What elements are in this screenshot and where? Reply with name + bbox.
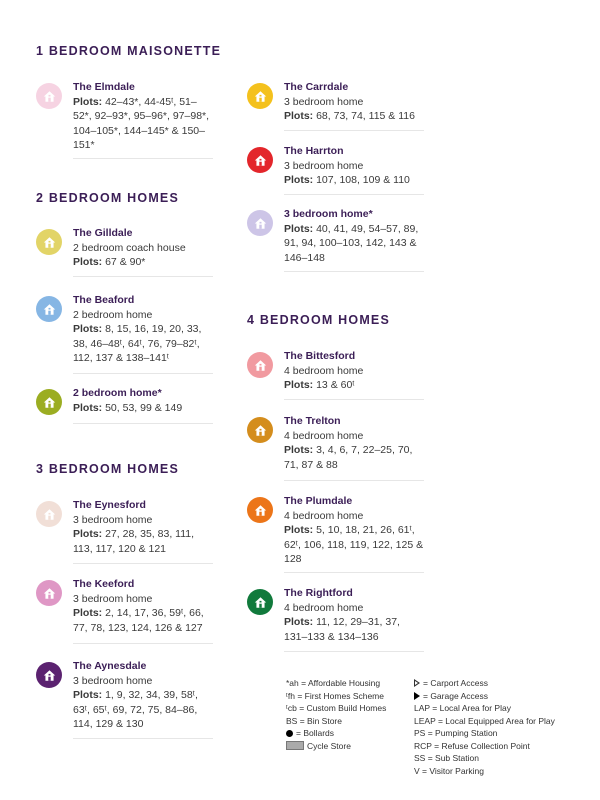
house-icon <box>36 662 62 688</box>
divider <box>73 373 213 374</box>
divider <box>73 563 213 564</box>
home-name: 3 bedroom home* <box>284 208 373 220</box>
legend-leap: LEAP = Local Equipped Area for Play <box>414 715 555 726</box>
home-name: The Bittesford <box>284 350 356 362</box>
divider <box>73 276 213 277</box>
home-plots: Plots: 1, 9, 32, 34, 39, 58ᵗ, 63ᵗ, 65ᵗ, 69, 72, 75, 84–86, 114, 129 & 130 <box>73 689 198 730</box>
home-plots: Plots: 40, 41, 49, 54–57, 89, 91, 94, 100–103, 142, 143 & 146–148 <box>284 222 419 264</box>
home-plots: Plots: 27, 28, 35, 83, 111, 113, 117, 120 & 121 <box>73 528 195 555</box>
home-name: 2 bedroom home* <box>73 387 162 399</box>
house-icon <box>36 83 62 109</box>
divider <box>284 194 424 195</box>
section-heading-1-bedroom: 1 BEDROOM MAISONETTE <box>36 44 222 58</box>
legend-bollards: = Bollards <box>286 727 386 740</box>
divider <box>73 423 213 424</box>
legend-pumping-station: PS = Pumping Station <box>414 728 498 738</box>
legend-first-homes: ᵗfh = First Homes Scheme <box>286 690 384 701</box>
home-description: 3 bedroom home <box>284 159 364 172</box>
section-heading-4-bedroom: 4 BEDROOM HOMES <box>247 313 391 327</box>
home-plots: Plots: 8, 15, 16, 19, 20, 33, 38, 46–48ᵗ, 64ᵗ, 76, 79–82ᵗ, 112, 137 & 138–141ᵗ <box>73 323 202 364</box>
house-icon <box>247 147 273 173</box>
legend-visitor-parking: V = Visitor Parking <box>414 765 485 776</box>
home-plots: Plots: 107, 108, 109 & 110 <box>284 174 410 186</box>
home-plots: Plots: 5, 10, 18, 21, 26, 61ᵗ, 62ᵗ, 106, 118, 119, 122, 125 & 128 <box>284 524 424 565</box>
divider <box>284 651 424 652</box>
house-icon <box>247 589 273 615</box>
home-name: The Carrdale <box>284 81 349 93</box>
divider <box>284 399 424 400</box>
home-description: 4 bedroom home <box>284 429 364 442</box>
home-description: 3 bedroom home <box>73 592 153 605</box>
home-description: 4 bedroom home <box>284 601 364 614</box>
house-icon <box>247 83 273 109</box>
home-plots: Plots: 13 & 60ᵗ <box>284 379 355 391</box>
home-name: The Aynesdale <box>73 660 147 672</box>
legend-bin-store: BS = Bin Store <box>286 715 342 726</box>
home-description: 3 bedroom home <box>73 513 153 526</box>
legend-refuse-collection: RCP = Refuse Collection Point <box>414 740 530 751</box>
home-description: 2 bedroom coach house <box>73 241 186 254</box>
home-name: The Beaford <box>73 294 135 306</box>
house-icon <box>36 580 62 606</box>
legend-carport-access: = Carport Access <box>414 677 555 690</box>
divider <box>284 480 424 481</box>
home-plots: Plots: 11, 12, 29–31, 37, 131–133 & 134–136 <box>284 616 400 643</box>
home-name: The Trelton <box>284 415 341 427</box>
cycle-store-icon <box>286 741 304 750</box>
section-heading-2-bedroom: 2 BEDROOM HOMES <box>36 191 180 205</box>
house-icon <box>36 296 62 322</box>
legend-left <box>286 677 386 752</box>
divider <box>73 643 213 644</box>
home-plots: Plots: 50, 53, 99 & 149 <box>73 401 183 414</box>
house-icon <box>247 352 273 378</box>
legend-lap: LAP = Local Area for Play <box>414 703 511 713</box>
home-plots: Plots: 42–43*, 44-45ᵗ, 51–52*, 92–93*, 95–96*, 97–98*, 104–105*, 144–145* & 150–151* <box>73 95 210 151</box>
home-plots: Plots: 68, 73, 74, 115 & 116 <box>284 110 415 122</box>
home-name: The Elmdale <box>73 81 135 93</box>
garage-access-icon <box>414 692 420 700</box>
legend-right <box>414 677 555 777</box>
divider <box>284 572 424 573</box>
legend-affordable-housing: *ah = Affordable Housing <box>286 678 381 688</box>
divider <box>73 158 213 159</box>
home-name: The Keeford <box>73 578 135 590</box>
legend-garage-access: = Garage Access <box>414 690 555 703</box>
home-name: The Plumdale <box>284 495 353 507</box>
home-name: The Rightford <box>284 587 353 599</box>
house-icon <box>36 229 62 255</box>
home-plots: Plots: 3, 4, 6, 7, 22–25, 70, 71, 87 & 88 <box>284 444 413 471</box>
section-heading-3-bedroom: 3 BEDROOM HOMES <box>36 462 180 476</box>
divider <box>284 130 424 131</box>
house-icon <box>247 417 273 443</box>
legend-sub-station: SS = Sub Station <box>414 753 479 763</box>
house-icon <box>36 501 62 527</box>
home-name: The Harrton <box>284 145 344 157</box>
carport-access-icon <box>414 679 420 687</box>
legend-cycle-store: Cycle Store <box>286 740 386 753</box>
house-icon <box>247 210 273 236</box>
home-description: 2 bedroom home <box>73 308 153 321</box>
home-description: 4 bedroom home <box>284 364 364 377</box>
divider <box>73 738 213 739</box>
home-name: The Gilldale <box>73 227 133 239</box>
house-icon <box>36 389 62 415</box>
home-description: 3 bedroom home <box>73 674 153 687</box>
home-name: The Eynesford <box>73 499 146 511</box>
home-description: 3 bedroom home <box>284 95 364 108</box>
home-plots: Plots: 67 & 90* <box>73 256 146 268</box>
home-plots: Plots: 2, 14, 17, 36, 59ᵗ, 66, 77, 78, 123, 124, 126 & 127 <box>73 607 204 634</box>
bollard-icon <box>286 730 293 737</box>
divider <box>284 271 424 272</box>
home-description: 4 bedroom home <box>284 509 364 522</box>
legend-custom-build: ᵗcb = Custom Build Homes <box>286 703 387 713</box>
house-icon <box>247 497 273 523</box>
